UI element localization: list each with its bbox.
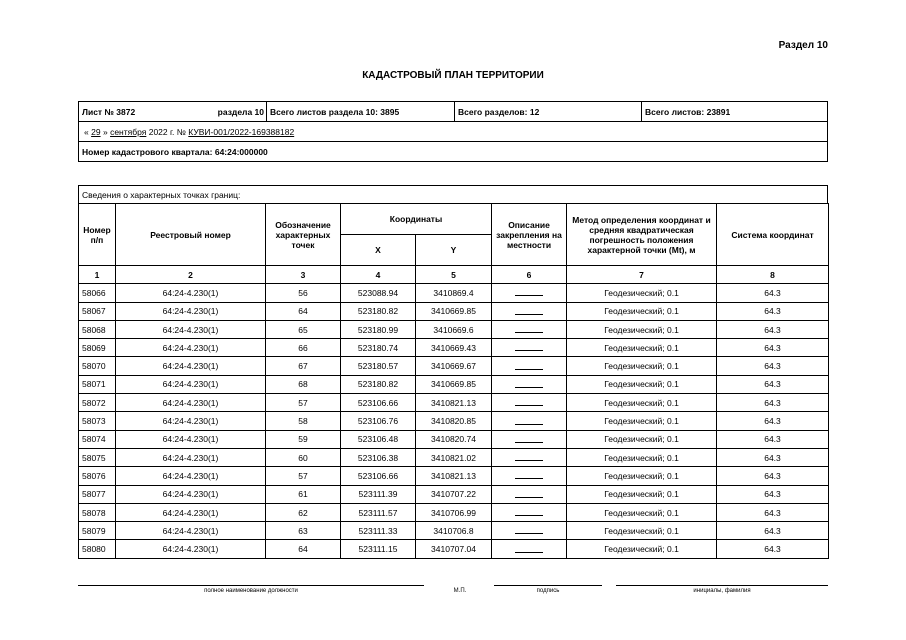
row-point: 65 bbox=[266, 320, 341, 338]
points-block bbox=[78, 185, 828, 559]
date-close-quote: » bbox=[102, 126, 108, 137]
header-point: Обозначение характерных точек bbox=[266, 204, 341, 266]
blank-line bbox=[515, 507, 543, 516]
row-registry-number: 64:24-4.230(1) bbox=[116, 320, 266, 338]
row-point: 64 bbox=[266, 540, 341, 558]
section-label: Раздел 10 bbox=[778, 40, 828, 51]
row-y: 3410821.02 bbox=[416, 448, 492, 466]
row-registry-number: 64:24-4.230(1) bbox=[116, 302, 266, 320]
row-method: Геодезический; 0.1 bbox=[567, 339, 717, 357]
sheet-number-cell bbox=[79, 102, 267, 121]
blank-line bbox=[515, 287, 543, 296]
row-method: Геодезический; 0.1 bbox=[567, 412, 717, 430]
row-x: 523180.57 bbox=[341, 357, 416, 375]
row-number: 58073 bbox=[79, 412, 116, 430]
row-number: 58067 bbox=[79, 302, 116, 320]
table-row bbox=[79, 540, 829, 558]
row-system: 64.3 bbox=[717, 302, 829, 320]
signature-caption: подпись bbox=[494, 585, 602, 594]
row-registry-number: 64:24-4.230(1) bbox=[116, 339, 266, 357]
row-description bbox=[492, 320, 567, 338]
row-description bbox=[492, 540, 567, 558]
row-point: 57 bbox=[266, 467, 341, 485]
blank-line bbox=[515, 434, 543, 443]
row-x: 523106.66 bbox=[341, 467, 416, 485]
header-x: X bbox=[341, 235, 416, 266]
table-row bbox=[79, 522, 829, 540]
row-system: 64.3 bbox=[717, 448, 829, 466]
row-number: 58080 bbox=[79, 540, 116, 558]
row-x: 523111.33 bbox=[341, 522, 416, 540]
row-registry-number: 64:24-4.230(1) bbox=[116, 357, 266, 375]
row-point: 58 bbox=[266, 412, 341, 430]
sheet-info-block bbox=[78, 101, 828, 162]
row-point: 60 bbox=[266, 448, 341, 466]
row-registry-number: 64:24-4.230(1) bbox=[116, 448, 266, 466]
row-number: 58070 bbox=[79, 357, 116, 375]
position-caption: полное наименование должности bbox=[78, 585, 424, 594]
row-point: 67 bbox=[266, 357, 341, 375]
blank-line bbox=[515, 342, 543, 351]
header-registry: Реестровый номер bbox=[116, 204, 266, 266]
row-method: Геодезический; 0.1 bbox=[567, 522, 717, 540]
row-system: 64.3 bbox=[717, 485, 829, 503]
date-day: 29 bbox=[91, 126, 101, 137]
date-year: 2022 г. bbox=[148, 126, 175, 137]
blank-line bbox=[515, 324, 543, 333]
row-description bbox=[492, 430, 567, 448]
row-description bbox=[492, 522, 567, 540]
row-method: Геодезический; 0.1 bbox=[567, 375, 717, 393]
row-method: Геодезический; 0.1 bbox=[567, 357, 717, 375]
row-method: Геодезический; 0.1 bbox=[567, 485, 717, 503]
col-number: 7 bbox=[567, 266, 717, 284]
quarter-row bbox=[78, 141, 828, 162]
column-numbers-row bbox=[79, 266, 829, 284]
header-method: Метод определения координат и средняя квадратическая погрешность положения характерной точки (Mt), м bbox=[567, 204, 717, 266]
row-registry-number: 64:24-4.230(1) bbox=[116, 467, 266, 485]
row-description bbox=[492, 284, 567, 302]
row-description bbox=[492, 448, 567, 466]
header-coords: Координаты bbox=[341, 204, 492, 235]
table-row bbox=[79, 448, 829, 466]
table-row bbox=[79, 339, 829, 357]
row-x: 523180.82 bbox=[341, 375, 416, 393]
row-description bbox=[492, 339, 567, 357]
footer-signature bbox=[494, 585, 602, 594]
row-number: 58072 bbox=[79, 394, 116, 412]
total-sheets-section: Всего листов раздела 10: 3895 bbox=[267, 102, 455, 121]
row-x: 523180.99 bbox=[341, 320, 416, 338]
row-system: 64.3 bbox=[717, 503, 829, 521]
row-y: 3410821.13 bbox=[416, 467, 492, 485]
row-y: 3410669.85 bbox=[416, 302, 492, 320]
points-table bbox=[78, 203, 829, 559]
blank-line bbox=[515, 306, 543, 315]
row-number: 58066 bbox=[79, 284, 116, 302]
row-description bbox=[492, 302, 567, 320]
col-number: 4 bbox=[341, 266, 416, 284]
row-x: 523106.76 bbox=[341, 412, 416, 430]
col-number: 1 bbox=[79, 266, 116, 284]
header-num: Номер п/п bbox=[79, 204, 116, 266]
header-y: Y bbox=[416, 235, 492, 266]
row-y: 3410706.8 bbox=[416, 522, 492, 540]
row-y: 3410820.74 bbox=[416, 430, 492, 448]
row-system: 64.3 bbox=[717, 467, 829, 485]
row-system: 64.3 bbox=[717, 412, 829, 430]
row-system: 64.3 bbox=[717, 540, 829, 558]
row-number: 58079 bbox=[79, 522, 116, 540]
row-point: 66 bbox=[266, 339, 341, 357]
stamp-caption: М.П. bbox=[453, 588, 467, 594]
document-title: КАДАСТРОВЫЙ ПЛАН ТЕРРИТОРИИ bbox=[362, 70, 544, 81]
blank-line bbox=[515, 452, 543, 461]
row-system: 64.3 bbox=[717, 320, 829, 338]
row-method: Геодезический; 0.1 bbox=[567, 448, 717, 466]
row-method: Геодезический; 0.1 bbox=[567, 320, 717, 338]
document-number: КУВИ-001/2022-169388182 bbox=[188, 126, 295, 137]
row-number: 58068 bbox=[79, 320, 116, 338]
row-registry-number: 64:24-4.230(1) bbox=[116, 503, 266, 521]
blank-line bbox=[515, 361, 543, 370]
date-open-quote: « bbox=[84, 126, 89, 137]
col-number: 6 bbox=[492, 266, 567, 284]
cadastral-quarter: Номер кадастрового квартала: 64:24:000000 bbox=[82, 146, 268, 157]
row-x: 523088.94 bbox=[341, 284, 416, 302]
row-point: 59 bbox=[266, 430, 341, 448]
row-registry-number: 64:24-4.230(1) bbox=[116, 375, 266, 393]
sheet-info-row bbox=[78, 101, 828, 121]
row-x: 523106.48 bbox=[341, 430, 416, 448]
row-y: 3410820.85 bbox=[416, 412, 492, 430]
total-sheets: Всего листов: 23891 bbox=[645, 106, 731, 117]
row-point: 57 bbox=[266, 394, 341, 412]
row-point: 68 bbox=[266, 375, 341, 393]
col-number: 3 bbox=[266, 266, 341, 284]
row-registry-number: 64:24-4.230(1) bbox=[116, 430, 266, 448]
row-method: Геодезический; 0.1 bbox=[567, 467, 717, 485]
blank-line bbox=[515, 470, 543, 479]
table-row bbox=[79, 467, 829, 485]
col-number: 2 bbox=[116, 266, 266, 284]
row-registry-number: 64:24-4.230(1) bbox=[116, 412, 266, 430]
row-method: Геодезический; 0.1 bbox=[567, 394, 717, 412]
row-description bbox=[492, 375, 567, 393]
row-system: 64.3 bbox=[717, 522, 829, 540]
row-point: 64 bbox=[266, 302, 341, 320]
row-y: 3410706.99 bbox=[416, 503, 492, 521]
date-row bbox=[78, 121, 828, 141]
row-y: 3410669.67 bbox=[416, 357, 492, 375]
row-description bbox=[492, 412, 567, 430]
row-x: 523111.57 bbox=[341, 503, 416, 521]
row-number: 58076 bbox=[79, 467, 116, 485]
name-caption: инициалы, фамилия bbox=[616, 585, 828, 594]
blank-line bbox=[515, 525, 543, 534]
table-row bbox=[79, 302, 829, 320]
row-y: 3410669.6 bbox=[416, 320, 492, 338]
row-system: 64.3 bbox=[717, 394, 829, 412]
table-row bbox=[79, 320, 829, 338]
row-description bbox=[492, 357, 567, 375]
row-number: 58075 bbox=[79, 448, 116, 466]
table-row bbox=[79, 357, 829, 375]
row-system: 64.3 bbox=[717, 339, 829, 357]
row-system: 64.3 bbox=[717, 430, 829, 448]
total-sections: Всего разделов: 12 bbox=[455, 102, 642, 121]
row-number: 58077 bbox=[79, 485, 116, 503]
blank-line bbox=[515, 379, 543, 388]
row-y: 3410669.85 bbox=[416, 375, 492, 393]
header-description: Описание закрепления на местности bbox=[492, 204, 567, 266]
row-description bbox=[492, 485, 567, 503]
row-method: Геодезический; 0.1 bbox=[567, 284, 717, 302]
footer-stamp bbox=[440, 585, 480, 594]
row-x: 523180.82 bbox=[341, 302, 416, 320]
date-number-cell bbox=[79, 122, 827, 141]
row-description bbox=[492, 503, 567, 521]
row-x: 523106.38 bbox=[341, 448, 416, 466]
row-method: Геодезический; 0.1 bbox=[567, 540, 717, 558]
row-registry-number: 64:24-4.230(1) bbox=[116, 394, 266, 412]
table-row bbox=[79, 284, 829, 302]
blank-line bbox=[515, 416, 543, 425]
row-y: 3410707.22 bbox=[416, 485, 492, 503]
row-number: 58071 bbox=[79, 375, 116, 393]
row-x: 523106.66 bbox=[341, 394, 416, 412]
row-y: 3410821.13 bbox=[416, 394, 492, 412]
blank-line bbox=[515, 544, 543, 553]
row-y: 3410707.04 bbox=[416, 540, 492, 558]
row-system: 64.3 bbox=[717, 375, 829, 393]
table-row bbox=[79, 430, 829, 448]
blank-line bbox=[515, 489, 543, 498]
row-point: 63 bbox=[266, 522, 341, 540]
row-x: 523111.15 bbox=[341, 540, 416, 558]
row-description bbox=[492, 394, 567, 412]
table-row bbox=[79, 485, 829, 503]
col-number: 8 bbox=[717, 266, 829, 284]
table-row bbox=[79, 375, 829, 393]
row-description bbox=[492, 467, 567, 485]
row-method: Геодезический; 0.1 bbox=[567, 430, 717, 448]
col-number: 5 bbox=[416, 266, 492, 284]
row-registry-number: 64:24-4.230(1) bbox=[116, 284, 266, 302]
row-registry-number: 64:24-4.230(1) bbox=[116, 522, 266, 540]
table-row bbox=[79, 503, 829, 521]
row-registry-number: 64:24-4.230(1) bbox=[116, 540, 266, 558]
number-label: № bbox=[176, 126, 186, 137]
row-x: 523180.74 bbox=[341, 339, 416, 357]
row-point: 62 bbox=[266, 503, 341, 521]
row-method: Геодезический; 0.1 bbox=[567, 503, 717, 521]
row-registry-number: 64:24-4.230(1) bbox=[116, 485, 266, 503]
row-system: 64.3 bbox=[717, 357, 829, 375]
footer-position bbox=[78, 585, 424, 594]
row-number: 58078 bbox=[79, 503, 116, 521]
row-x: 523111.39 bbox=[341, 485, 416, 503]
row-method: Геодезический; 0.1 bbox=[567, 302, 717, 320]
sheet-number: Лист № 3872 bbox=[82, 106, 136, 117]
row-y: 3410669.43 bbox=[416, 339, 492, 357]
footer-name bbox=[616, 585, 828, 594]
table-caption: Сведения о характерных точках границ: bbox=[78, 185, 828, 203]
sheet-section: раздела 10 bbox=[217, 106, 264, 117]
table-row bbox=[79, 412, 829, 430]
row-point: 61 bbox=[266, 485, 341, 503]
date-month: сентября bbox=[110, 126, 147, 137]
row-number: 58074 bbox=[79, 430, 116, 448]
table-row bbox=[79, 394, 829, 412]
row-system: 64.3 bbox=[717, 284, 829, 302]
row-number: 58069 bbox=[79, 339, 116, 357]
blank-line bbox=[515, 397, 543, 406]
row-point: 56 bbox=[266, 284, 341, 302]
row-y: 3410869.4 bbox=[416, 284, 492, 302]
header-system: Система координат bbox=[717, 204, 829, 266]
